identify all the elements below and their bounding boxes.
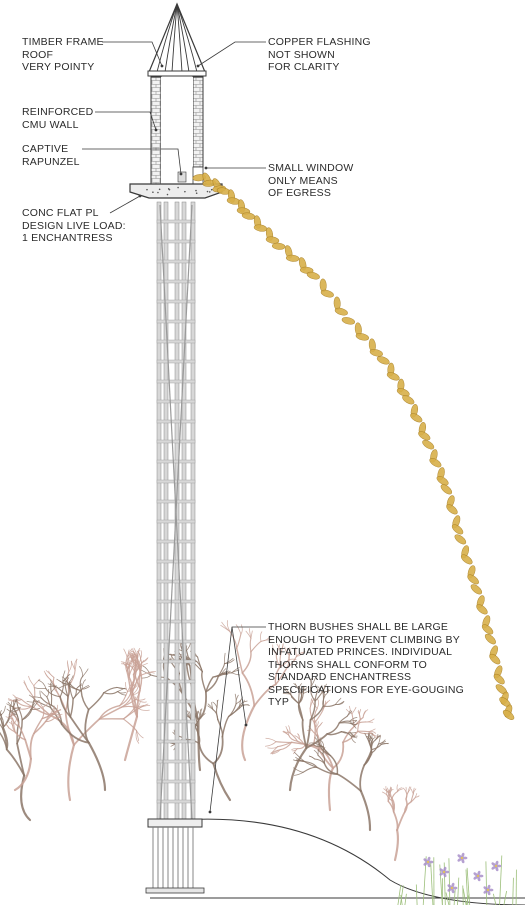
flower-center [487,889,489,891]
shaft-column [182,202,186,822]
leader-arrowhead [205,167,208,170]
thorns-note [268,621,464,709]
thorn-branch [236,625,241,634]
thorn-branch [198,711,199,718]
note-line: DESIGN LIVE LOAD: [22,219,126,232]
thorn-branch [265,742,276,747]
cross-brace [157,620,195,623]
leader-line [95,112,156,130]
roof-rafter [165,4,177,72]
thorn-branch [395,830,398,860]
flower-petal [497,865,502,868]
note-line: NOT SHOWN [268,48,335,61]
leader-line [198,42,266,66]
thorn-branch [397,785,398,792]
flashing-note [268,36,371,74]
note-line: SMALL WINDOW [268,162,354,174]
note-line: CONC FLAT PL [22,207,99,219]
slab-aggregate [209,191,211,193]
thorn-branch [139,708,150,710]
thorn-branch [29,676,34,686]
thorn-branch [294,772,303,775]
note-line: CAPTIVE [22,143,69,155]
braid-segment [254,224,268,233]
thorn-branch [49,671,54,677]
thorn-branch [394,812,398,830]
slab-aggregate [195,190,197,192]
cross-brace [157,380,195,383]
cross-brace [157,280,195,283]
cross-brace [157,300,195,303]
thorn-branch [309,756,315,759]
flower-petal [489,889,494,892]
thorn-branch [24,681,28,689]
note-line: 1 ENCHANTRESS [22,232,113,244]
thorn-branch [20,706,32,709]
thorn-branch [213,737,222,764]
note-line: THORNS SHALL CONFORM TO [268,658,428,671]
thorn-branch [89,743,105,790]
flower-petal [479,875,484,878]
flower-center [477,875,479,877]
braid-segment [242,212,256,221]
thorn-branch [124,649,127,657]
thorn-branch [85,710,89,743]
slab-aggregate [146,189,148,191]
leader-arrowhead [245,724,248,727]
cross-brace [157,420,195,423]
slab-aggregate [211,189,213,191]
chamber-interior [161,77,193,185]
thorn-branch [327,723,339,734]
cross-brace [157,580,195,583]
thorn-branch [123,711,135,719]
cross-brace [157,600,195,603]
tower-chamber [130,4,222,198]
cross-brace [157,660,195,663]
thorn-branch [41,692,47,697]
cross-brace [157,720,195,723]
leader-arrowhead [155,129,158,132]
pile-cap [146,888,204,893]
thorn-branch [70,682,71,688]
note-line: ROOF [22,48,54,61]
thorn-branch [251,641,261,652]
flower-center [461,857,463,859]
flower-center [495,865,497,867]
slab-aggregate [169,189,171,191]
roof-outline [149,4,205,72]
thorn-branch [366,719,375,722]
thorn-branch [237,634,241,648]
note-line: RAPUNZEL [22,155,80,168]
note-line: VERY POINTY [22,61,95,73]
thorn-branch [251,631,252,638]
thorn-branch [222,716,228,736]
thorn-branch [104,687,117,692]
grass-blade [398,885,401,905]
window-note [268,162,353,200]
slab-aggregate [159,189,161,191]
flower-petal [453,887,458,890]
thorn-branch [416,794,417,798]
cross-brace [157,560,195,563]
cross-brace [157,740,195,743]
thorn-branch [303,767,317,772]
leader-arrowhead [161,65,164,68]
thorn-branch [213,702,217,708]
thorn-branch [141,675,151,678]
captive-note [22,143,80,168]
note-line: THORN BUSHES SHALL BE LARGE [268,621,449,633]
leader-arrowhead [197,65,200,68]
braid-segment [286,254,300,262]
slab-aggregate [152,191,154,193]
leader-arrowhead [209,811,212,814]
thorn-branch [202,672,206,692]
braid-segment [469,583,483,596]
thorn-branch [379,737,381,745]
cross-brace [157,220,195,223]
thorn-branch [297,745,305,748]
flower-center [443,871,445,873]
thorn-branch [250,638,251,652]
braid-segment [272,242,286,250]
note-line: FOR CLARITY [268,61,340,73]
thorn-branch [306,720,310,748]
thorn-branch [70,688,73,699]
leader-arrowhead [139,195,142,198]
base-ring [148,819,202,827]
lattice-shaft [146,202,204,893]
thorn-branch [69,661,72,671]
flower-petal [463,857,468,860]
thorn-branch [38,680,46,688]
note-line: TYP [268,696,290,708]
note-line: STANDARD ENCHANTRESS [268,671,412,683]
roof-plate [148,71,206,76]
slab-aggregate [167,194,169,196]
thorn-branch [337,774,361,791]
thorn-branch [51,716,74,746]
cross-brace [157,460,195,463]
grass-blade [513,878,514,905]
grass-blade [405,894,407,905]
thorn-branch [406,792,407,799]
thorn-branch [403,788,406,792]
thorn-branch [79,667,82,677]
cross-brace [157,680,195,683]
thorn-branch [242,706,254,760]
slab-aggregate [184,191,186,193]
thorn-branch [89,693,104,710]
thorn-branch [125,682,127,691]
thorn-branch [411,789,413,794]
note-line: COPPER FLASHING [268,36,371,48]
thorn-branch [224,653,225,663]
thorn-branch [361,791,370,830]
thorn-branch [392,791,398,798]
grass-blade [416,885,417,905]
thorn-branch [276,742,292,743]
slab-aggregate [177,187,179,189]
flower-petal [429,861,434,864]
thorn-branch [60,682,63,697]
note-line: OF EGRESS [268,187,332,199]
thorn-branch [382,792,386,795]
cross-brace [157,480,195,483]
cross-brace [157,700,195,703]
thorn-branch [360,765,364,791]
cross-brace [157,440,195,443]
wall-note [22,106,93,131]
grass-blade [431,863,433,905]
thorn-branch [70,699,73,717]
thorn-branch [213,764,230,800]
thorn-branch [241,625,242,634]
thorn-branch [35,688,46,689]
cross-brace [157,240,195,243]
note-line: CMU WALL [22,118,79,131]
slab-aggregate [207,191,209,193]
shaft-column [157,202,161,822]
thorn-branch [83,669,88,677]
note-line: REINFORCED [22,106,94,118]
cross-brace [157,340,195,343]
thorn-branch [237,648,243,673]
cross-brace [157,640,195,643]
flower-petal [445,871,450,874]
thorn-branch [290,748,306,790]
thorn-branch [199,744,213,764]
roof-note [22,36,104,74]
braid-segment [341,316,355,325]
leader-arrowhead [180,173,183,176]
thorn-branch [125,717,137,760]
note-line: ONLY MEANS [268,174,338,187]
thorn-branch [318,749,319,755]
cross-brace [157,800,195,803]
grass-blade [493,894,496,905]
thorn-branch [261,632,262,642]
flower-center [427,861,429,863]
cross-brace [157,320,195,323]
note-line: ENOUGH TO PREVENT CLIMBING BY [268,633,460,646]
thorn-branch [28,689,35,701]
slab-note [22,207,126,245]
note-line: INFATUATED PRINCES. INDIVIDUAL [268,646,453,658]
thorn-branch [68,745,74,800]
thorn-branch [314,750,318,755]
slab-aggregate [196,192,198,194]
note-line: SPECIFICATIONS FOR EYE-GOUGING [268,683,464,696]
braid-segment [453,533,467,546]
thorn-branch [242,652,251,673]
cross-brace [157,780,195,783]
cross-brace [157,400,195,403]
cmu-wall-right [193,77,203,167]
thorn-branch [139,666,140,676]
roof-rafter [177,4,189,72]
shaft-column [191,202,195,822]
thorn-branch [333,742,343,768]
thorn-branch [30,733,34,758]
cross-brace [157,540,195,543]
flower-patch [398,852,517,905]
thorn-branch [81,691,88,710]
grass-blade [463,888,466,905]
note-line: TIMBER FRAME [22,36,104,48]
cross-brace [157,360,195,363]
thorn-branch [6,724,8,728]
thorn-branch [397,812,405,830]
slab-aggregate [157,192,159,194]
flower-center [451,887,453,889]
thorn-branch [266,738,276,741]
